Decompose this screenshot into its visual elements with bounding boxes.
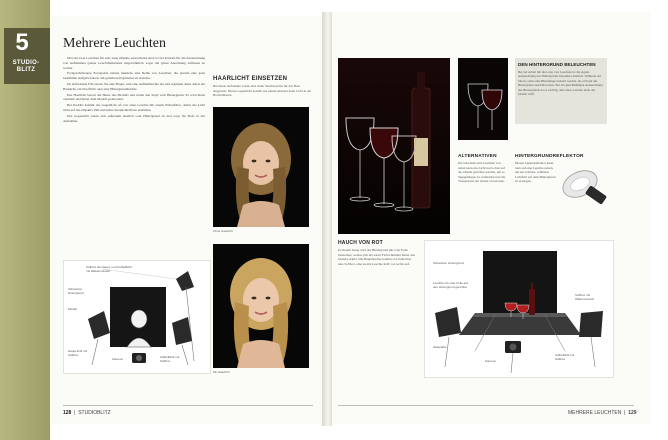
diagram-label: Schwarzer Hintergrund <box>433 261 464 265</box>
lighting-diagram-portrait <box>63 260 211 374</box>
photo-caption-without: Ohne Haarlicht <box>213 229 234 233</box>
diagram-label: Kamera <box>485 359 496 363</box>
portrait-illustration <box>213 107 309 227</box>
photo-caption-with: Mit Haarlicht <box>213 370 230 374</box>
caption-text-reflektor: Diesen Spezialreflektor kann man auf eine Leuchte setzen, um ein schönes, schmales Lichtfeld auf dem Hintergrund zu erzeugen. <box>515 161 556 184</box>
caption-heading-alternativen: ALTERNATIVEN <box>458 154 497 159</box>
chapter-number: 5 <box>15 29 29 56</box>
caption-heading-haarlicht: HAARLICHT EINSETZEN <box>213 76 288 82</box>
body-paragraph: Im einfachsten Fall setzen Sie eine Haupt- und eine Aufhellleuchte ein und ergänzen diese durch ein Haarlicht, ein Streiflicht oder eine Hintergrundleuchte. <box>63 81 205 91</box>
diagram-label: Haupt-licht mit Softbox <box>68 349 88 357</box>
footer-section-right: MEHRERE LEUCHTEN <box>568 410 622 416</box>
lighting-diagram-glasses <box>424 240 614 378</box>
page-number-right: 129 <box>628 410 637 416</box>
page-number-left: 128 <box>63 410 72 416</box>
diagram-label: Kamera <box>112 357 123 361</box>
footer-rule-left <box>63 405 313 406</box>
glasses-detail-photo <box>458 58 508 140</box>
footer-right: MEHRERE LEUCHTEN | 129 <box>568 410 637 416</box>
body-paragraph: Fortgeschrittenere Fotografen nutzen meistens eine Reihe von Leuchten, die jeweils eine ganz bestimmte Aufgabe haben, um gezieltere Ergebnisse zu erzielen. <box>63 71 205 81</box>
wine-glasses-photo <box>338 58 450 234</box>
diagram-label: Softbox mit Wabenvorsatz <box>575 293 595 301</box>
chapter-label-line2: BLITZ <box>16 67 36 73</box>
diagram-label: Modell <box>68 307 77 311</box>
reflector-photo <box>556 160 610 216</box>
page-gutter <box>322 12 332 426</box>
portrait-photo-with-hairlight <box>213 244 309 368</box>
caption-text-haarlicht: Bei dieser Aufnahme wurde eine dritte Studioleuchte für das Haar eingesetzt. Dieses Gegenlicht kommt aus einem Abstand kann Licht in der Hochbildseite. <box>213 84 312 98</box>
sidebar-heading: DEN HINTERGRUND BELEUCHTEN <box>518 62 596 67</box>
body-paragraph: Bei Porträts kommt das Gegenlicht oft von einer Leuchte mit einem Wabenfilter, damit das Licht nicht auf das Objektiv fällt und keine Streulichtreflexe entstehen. <box>63 103 205 112</box>
diagram-label: Leuchte mit roter Folie auf den Hintergrund gerichtet <box>433 281 468 289</box>
portrait-photo-without-hairlight <box>213 107 309 227</box>
caption-heading-reflektor: HINTERGRUNDREFLEKTOR <box>515 154 584 159</box>
chapter-tab <box>4 28 50 84</box>
diagram-label: Aufhelllicht mit Softbox <box>160 355 180 363</box>
diagram-label: Glasplatte <box>433 345 447 349</box>
body-text <box>63 56 205 124</box>
diagram-label: Aufhelllicht mit Softbox <box>555 353 575 361</box>
chapter-label-line1: STUDIO- <box>12 60 40 66</box>
diagram-label: Schwarzer Hintergrund <box>68 287 84 295</box>
chapter-label <box>6 60 46 74</box>
portrait-illustration <box>213 244 309 368</box>
footer-rule-right <box>338 405 634 406</box>
footer-section-left: STUDIOBLITZ <box>78 410 111 416</box>
body-paragraph: Das Gegenlicht trennt sich außerdem deutlich vom Hintergrund ab und sorgt für Tiefe in der Aufnahme. <box>63 113 205 123</box>
diagram-label: Softbox als Haupt- und Aufhelllicht mit Wabenvorsatz <box>86 265 132 273</box>
reflector-illustration <box>556 160 610 216</box>
caption-heading-hauch: HAUCH VON ROT <box>338 240 383 246</box>
caption-text-hauch: In diesem Setup wird der Hintergrund mit roter Folie beleuchtet, sodass sich ein zarter Farbschimmer hinter den Gläsern ergibt. Die Hauptleuchte kommt von links über eine Softbox, eine zweite Leuchte hellt von rechts auf. <box>338 248 416 266</box>
glasses-detail-illustration <box>458 58 508 140</box>
body-paragraph: Obwohl zwei Leuchten für sehr viele Objekte ausreichend sind, ist bei Porträts für die Ausleuchtung von Aufnahmen ganzer Leuchtfunktionen ungewöhnlich, sogar die ganze Anordnung aufbauen zu wollen. <box>63 56 205 70</box>
body-paragraph: Das Haarlicht betont die Haare des Modells und trennt den Kopf vom Hintergrund. Es wird meist oberhalb und hinter dem Modell positioniert. <box>63 92 205 102</box>
caption-text-alternativen: Im Glasstudio mit Leuchten von unten kann das Licht nach oben auf das Objekt gerichtet werden, um so Spiegelungen zu vermeiden und die Transparenz der Gläser zu betonen. <box>458 161 506 184</box>
sidebar-text: Bei der Arbeit mit drei oder vier Leuchten ist die eigene Ausleuchtung des Hintergrunds besonders nützlich. Während des Shoots sollte eine Blitzanlage benutzt werden, die sich gut am Hintergrund ausrichten lässt. Bei der gleichmäßigen Ausleuchtung des Hintergrunds ist es wichtig, dass diese Leuchte nicht das Modell trifft. <box>518 70 603 97</box>
wine-glasses-illustration <box>338 58 450 234</box>
footer-left: 128 | STUDIOBLITZ <box>63 410 111 416</box>
page-title: Mehrere Leuchten <box>63 36 166 51</box>
